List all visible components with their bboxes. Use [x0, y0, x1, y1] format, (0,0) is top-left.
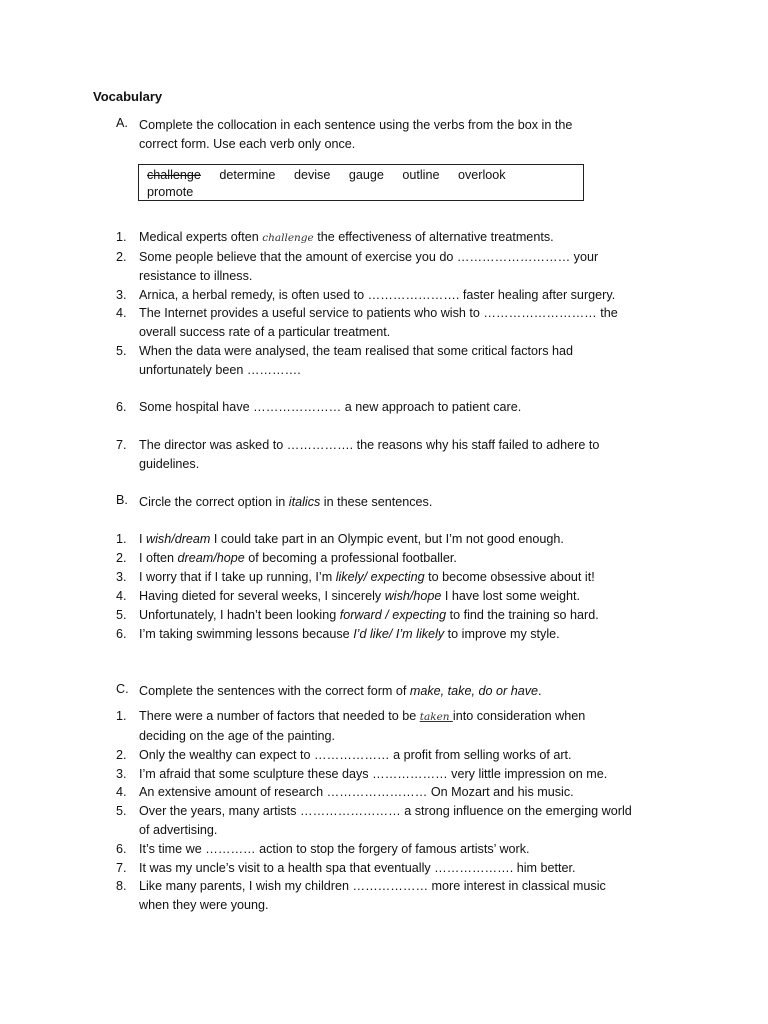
item-text: An extensive amount of research …………………… On Mozart and his music.	[139, 785, 574, 799]
section-c-instruction-italic: make, take, do or have	[409, 684, 538, 698]
section-a-instruction-line1: Complete the collocation in each sentence using the verbs from the box in the	[139, 118, 573, 132]
section-c-instruction-end: .	[538, 684, 542, 698]
item-text: The Internet provides a useful service to patients who wish to ……………………… the	[139, 306, 618, 320]
section-b-instruction: Circle the correct option in	[139, 495, 289, 509]
item-text: guidelines.	[139, 457, 200, 471]
section-a-item	[116, 248, 676, 286]
section-a-letter: A.	[116, 116, 128, 130]
item-text: I could take part in an Olympic event, but I’m not good enough.	[210, 532, 564, 546]
item-number: 6.	[116, 627, 127, 641]
item-text: Only the wealthy can expect to ……………… a profit from selling works of art.	[139, 748, 572, 762]
item-text: I’m taking swimming lessons because	[139, 627, 354, 641]
section-a-item	[116, 436, 676, 474]
item-number: 1.	[116, 709, 127, 723]
item-number: 3.	[116, 288, 127, 302]
option-italic: wish/dream	[146, 532, 211, 546]
section-c-item	[116, 840, 676, 859]
item-text: of advertising.	[139, 823, 218, 837]
section-a-item	[116, 398, 676, 417]
section-c-item	[116, 707, 676, 746]
section-b-heading	[116, 493, 656, 512]
item-number: 5.	[116, 804, 127, 818]
handwritten-answer: taken	[419, 711, 453, 723]
item-text: There were a number of factors that needed to be	[139, 709, 420, 723]
section-b-item	[116, 587, 676, 606]
item-number: 6.	[116, 842, 127, 856]
item-number: 7.	[116, 438, 127, 452]
item-text: to improve my style.	[444, 627, 560, 641]
verb-box-word: promote	[147, 185, 194, 199]
item-number: 3.	[116, 570, 127, 584]
item-text: when they were young.	[139, 898, 269, 912]
option-italic: dream/hope	[177, 551, 245, 565]
item-text: to find the training so hard.	[446, 608, 599, 622]
item-text: I	[139, 532, 146, 546]
section-c-item	[116, 802, 676, 840]
option-italic: wish/hope	[384, 589, 442, 603]
verb-box	[138, 164, 584, 201]
section-a-item	[116, 304, 676, 342]
handwritten-answer: challenge	[262, 232, 314, 244]
option-italic: I’d like/ I’m likely	[353, 627, 445, 641]
item-text: When the data were analysed, the team realised that some critical factors had	[139, 344, 574, 358]
item-number: 4.	[116, 306, 127, 320]
verb-box-word: outline	[402, 168, 440, 182]
item-text: Some hospital have ………………… a new approach to patient care.	[139, 400, 522, 414]
item-text: deciding on the age of the painting.	[139, 729, 336, 743]
section-a-item	[116, 228, 676, 248]
section-b-item	[116, 530, 676, 549]
item-number: 5.	[116, 344, 127, 358]
verb-box-word: determine	[219, 168, 276, 182]
item-number: 4.	[116, 785, 127, 799]
section-c-instruction: Complete the sentences with the correct form of	[139, 684, 410, 698]
section-c-item	[116, 783, 676, 802]
item-number: 6.	[116, 400, 127, 414]
item-text: Arnica, a herbal remedy, is often used to …………………. faster healing after surgery.	[139, 288, 616, 302]
item-text: The director was asked to ……………. the reasons why his staff failed to adhere to	[139, 438, 600, 452]
page-title: Vocabulary	[93, 89, 163, 104]
item-text: into consideration when	[452, 709, 586, 723]
section-b-instruction-end: in these sentences.	[320, 495, 433, 509]
section-b-item	[116, 568, 676, 587]
section-b-item	[116, 606, 676, 625]
item-text: It was my uncle’s visit to a health spa that eventually ………………. him better.	[139, 861, 576, 875]
verb-box-word: gauge	[348, 168, 384, 182]
section-c-item	[116, 765, 676, 784]
section-b-item	[116, 549, 676, 568]
section-b-letter: B.	[116, 493, 128, 507]
section-b-item	[116, 625, 676, 644]
item-text: Some people believe that the amount of exercise you do ……………………… your	[139, 250, 599, 264]
section-a-instruction-line2: correct form. Use each verb only once.	[139, 137, 356, 151]
item-text: to become obsessive about it!	[424, 570, 595, 584]
option-italic: likely/ expecting	[335, 570, 425, 584]
item-text: unfortunately been ………….	[139, 363, 301, 377]
item-text: of becoming a professional footballer.	[244, 551, 457, 565]
item-number: 7.	[116, 861, 127, 875]
item-text: I often	[139, 551, 178, 565]
item-text: Having dieted for several weeks, I sincerely	[139, 589, 385, 603]
item-text: I’m afraid that some sculpture these days ……………… very little impression on me.	[139, 767, 608, 781]
option-italic: forward / expecting	[339, 608, 447, 622]
section-c-letter: C.	[116, 682, 129, 696]
item-number: 3.	[116, 767, 127, 781]
section-c-item	[116, 859, 676, 878]
verb-box-word: challenge	[147, 168, 201, 182]
item-text: overall success rate of a particular treatment.	[139, 325, 391, 339]
item-text: Over the years, many artists …………………… a strong influence on the emerging world	[139, 804, 632, 818]
verb-box-word: overlook	[458, 168, 506, 182]
item-text: It’s time we ………… action to stop the forgery of famous artists’ work.	[139, 842, 530, 856]
section-b-instruction-italic: italics	[288, 495, 321, 509]
section-a-item	[116, 286, 676, 305]
section-c-item	[116, 746, 676, 765]
item-number: 1.	[116, 532, 127, 546]
item-number: 1.	[116, 230, 127, 244]
item-text: I worry that if I take up running, I’m	[139, 570, 336, 584]
item-text: I have lost some weight.	[441, 589, 581, 603]
section-a-item	[116, 342, 676, 380]
item-number: 5.	[116, 608, 127, 622]
item-number: 8.	[116, 879, 127, 893]
section-c-heading	[116, 682, 656, 701]
item-number: 2.	[116, 748, 127, 762]
item-number: 4.	[116, 589, 127, 603]
item-text: Medical experts often	[139, 230, 263, 244]
section-c-item	[116, 877, 676, 915]
verb-box-word: devise	[293, 168, 331, 182]
item-number: 2.	[116, 250, 127, 264]
item-text: the effectiveness of alternative treatments.	[313, 230, 554, 244]
item-text: resistance to illness.	[139, 269, 253, 283]
item-number: 2.	[116, 551, 127, 565]
item-text: Unfortunately, I hadn’t been looking	[139, 608, 340, 622]
section-a-heading	[116, 116, 656, 154]
item-text: Like many parents, I wish my children ……………… more interest in classical music	[139, 879, 606, 893]
